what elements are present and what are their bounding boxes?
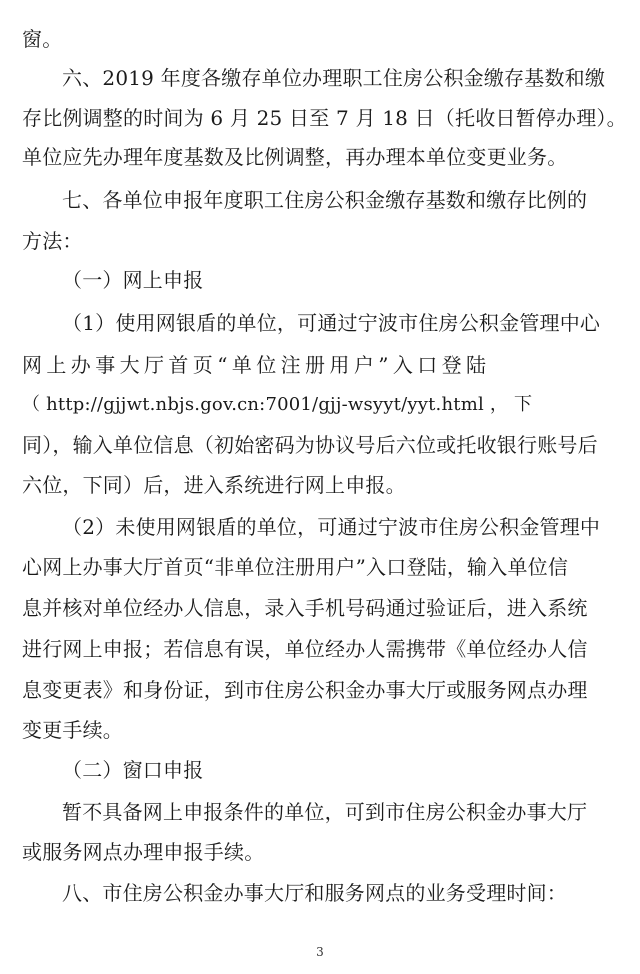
text-line-15: 息并核对单位经办人信息，录入手机号码通过验证后，进入系统 <box>22 596 588 620</box>
text-line-17: 息变更表》和身份证，到市住房公积金办事大厅或服务网点办理 <box>22 678 588 702</box>
page-number: 3 <box>316 945 324 959</box>
text-line-1: 窗。 <box>22 27 63 51</box>
text-line-20: 暂不具备网上申报条件的单位，可到市住房公积金办事大厅 <box>62 800 588 824</box>
text-line-6: 方法： <box>22 229 83 253</box>
section-heading-window: （二）窗口申报 <box>62 758 204 782</box>
text-line-16: 进行网上申报；若信息有误，单位经办人需携带《单位经办人信 <box>22 637 588 661</box>
text-line-4: 单位应先办理年度基数及比例调整，再办理本单位变更业务。 <box>22 145 568 169</box>
text-line-3: 存比例调整的时间为 6 月 25 日至 7 月 18 日（托收日暂停办理）。 <box>22 106 627 130</box>
text-line-21: 或服务网点办理申报手续。 <box>22 840 265 864</box>
text-line-12: 六位，下同）后，进入系统进行网上申报。 <box>22 473 406 497</box>
text-line-5: 七、各单位申报年度职工住房公积金缴存基数和缴存比例的 <box>62 188 588 212</box>
text-line-11: 同），输入单位信息（初始密码为协议号后六位或托收银行账号后 <box>22 433 598 457</box>
text-line-13: （2）未使用网银盾的单位，可通过宁波市住房公积金管理中 <box>62 515 601 539</box>
text-line-18: 变更手续。 <box>22 718 123 742</box>
text-line-2: 六、2019 年度各缴存单位办理职工住房公积金缴存基数和缴 <box>62 66 606 90</box>
text-line-10-url: （ http://gjjwt.nbjs.gov.cn:7001/gjj-wsyyt/yyt.html ， 下 <box>22 394 533 415</box>
text-line-14: 心网上办事大厅首页“非单位注册用户”入口登陆，输入单位信 <box>22 555 569 579</box>
text-line-9: 网上办事大厅首页“单位注册用户”入口登陆 <box>22 353 491 377</box>
section-heading-online: （一）网上申报 <box>62 268 204 292</box>
text-line-22: 八、市住房公积金办事大厅和服务网点的业务受理时间： <box>62 881 567 905</box>
text-line-8: （1）使用网银盾的单位，可通过宁波市住房公积金管理中心 <box>62 311 601 335</box>
